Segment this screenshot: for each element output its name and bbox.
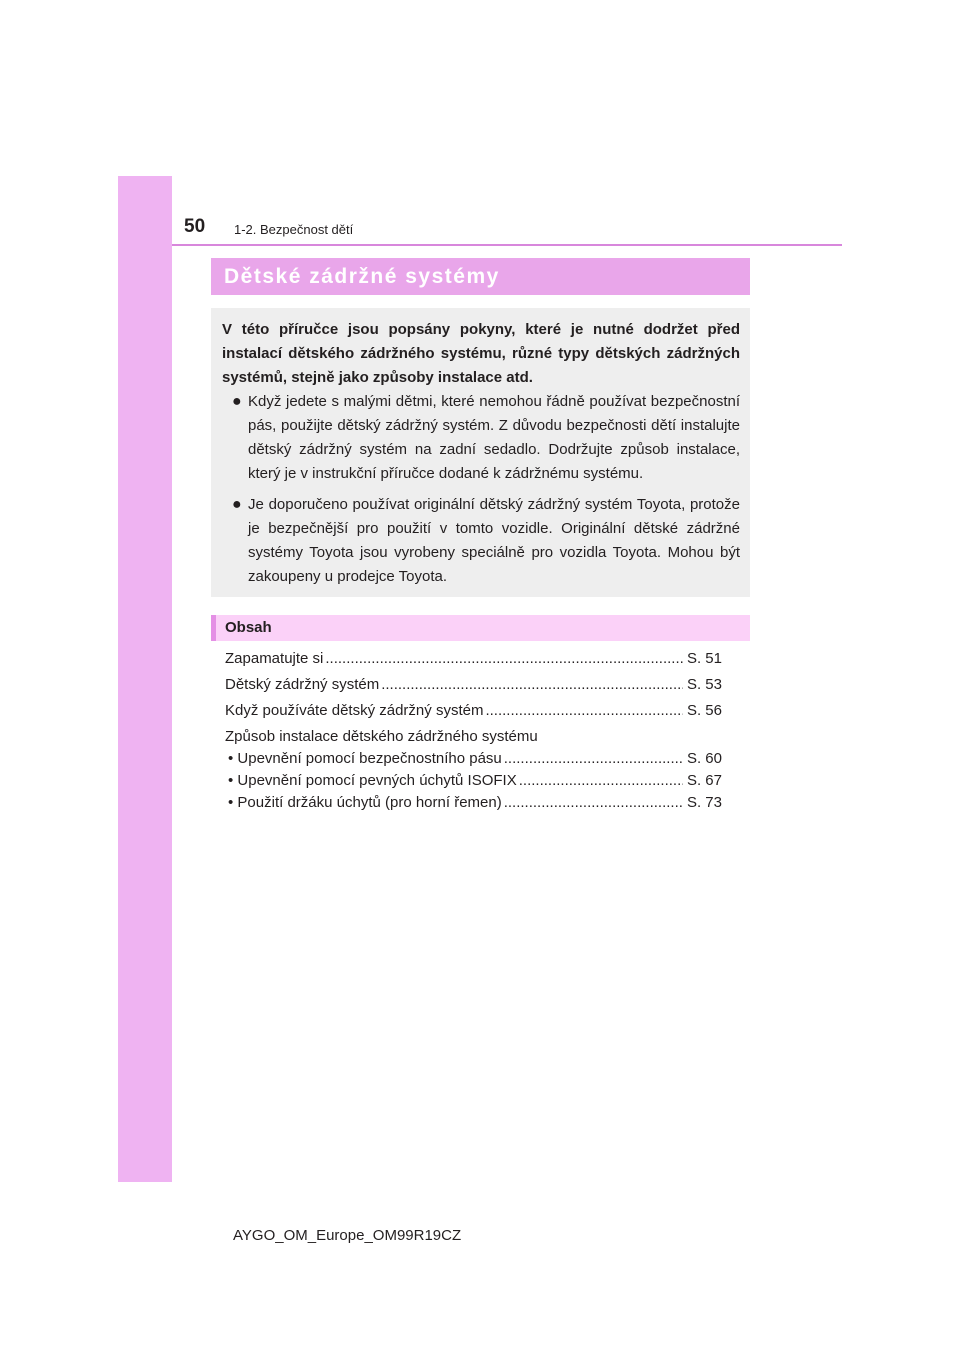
toc-leader (325, 648, 683, 670)
intro-box (211, 308, 750, 597)
header-rule (172, 244, 842, 246)
page-number: 50 (184, 216, 206, 237)
intro-lead: V této příručce jsou popsány pokyny, které je nutné dodržet před instalací dětského zádržného systému, různé typy dětských zádržných systémů, stejně jako způsoby instalace atd. (222, 321, 740, 386)
toc-entry-page: S. 60 (686, 750, 722, 767)
toc-group-label: Způsob instalace dětského zádržného systému (225, 728, 538, 745)
table-of-contents (225, 648, 722, 814)
toc-subentry[interactable] (225, 792, 722, 814)
toc-entry-label: Dětský zádržný systém (225, 676, 380, 693)
bullet-dot-icon: ● (232, 393, 242, 410)
intro-bullet-text: Je doporučeno používat originální dětský zádržný systém Toyota, protože je bezpečnější pro použití v tomto vozidle. Originální dětské zádržné systémy Toyota jsou vyrobeny speciálně pro vozidla Toyota. Mohou být zakoupeny u prodejce Toyota. (248, 496, 740, 585)
toc-entry-page: S. 51 (686, 650, 722, 667)
toc-entry-label: • Použití držáku úchytů (pro horní řemen) (228, 794, 502, 811)
toc-entry-label: Zapamatujte si (225, 650, 324, 667)
toc-leader (519, 770, 683, 792)
toc-subentry[interactable] (225, 770, 722, 792)
side-tab (118, 176, 172, 1182)
toc-entry-page: S. 56 (686, 702, 722, 719)
section-title-bar (211, 258, 750, 295)
toc-entry-label: Když používáte dětský zádržný systém (225, 702, 484, 719)
toc-leader (504, 792, 683, 814)
toc-subentry[interactable] (225, 748, 722, 770)
contents-heading: Obsah (225, 619, 272, 636)
toc-entry-label: • Upevnění pomocí pevných úchytů ISOFIX (228, 772, 517, 789)
contents-heading-bar (211, 615, 750, 641)
intro-bullet (222, 493, 740, 589)
toc-entry[interactable] (225, 700, 722, 722)
toc-entry-label: • Upevnění pomocí bezpečnostního pásu (228, 750, 502, 767)
footer-document-id: AYGO_OM_Europe_OM99R19CZ (233, 1227, 462, 1244)
toc-entry-page: S. 53 (686, 676, 722, 693)
toc-leader (485, 700, 683, 722)
toc-entry[interactable] (225, 674, 722, 696)
toc-entry-page: S. 73 (686, 794, 722, 811)
bullet-dot-icon: ● (232, 496, 242, 513)
section-reference: 1-2. Bezpečnost dětí (234, 222, 354, 237)
intro-bullet-text: Když jedete s malými dětmi, které nemohou řádně používat bezpečnostní pás, použijte dětský zádržný systém. Z důvodu bezpečnosti dětí instalujte dětský zádržný systém na zadní sedadlo. Dodržujte způsob instalace, který je v instrukční příručce dodané k zádržnému systému. (248, 393, 740, 482)
toc-leader (381, 674, 683, 696)
toc-entry[interactable] (225, 648, 722, 670)
toc-entry-page: S. 67 (686, 772, 722, 789)
intro-bullet (222, 390, 740, 486)
section-title: Dětské zádržné systémy (224, 265, 500, 288)
toc-leader (504, 748, 683, 770)
